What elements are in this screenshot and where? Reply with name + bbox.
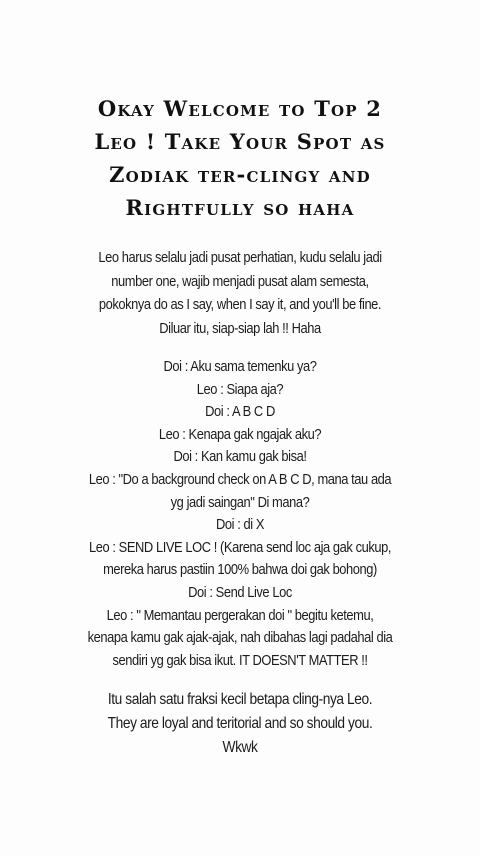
title-line: Okay Welcome to Top 2 [97, 96, 383, 121]
intro-line: Diluar itu, siap-siap lah !! Haha [159, 319, 321, 337]
dialog-line: mereka harus pastiin 100% bahwa doi gak bohong) [103, 561, 377, 579]
intro-paragraph [77, 246, 404, 340]
outro-line: Wkwk [222, 739, 258, 756]
outro-line: Itu salah satu fraksi kecil betapa cling-nya Leo. [107, 691, 373, 708]
dialog-line: Leo : "Do a background check on A B C D, mana tau ada [88, 470, 392, 488]
dialog-line: Leo : SEND LIVE LOC ! (Karena send loc aja gak cukup, [88, 538, 392, 556]
title-line: Leo ! Take Your Spot as [94, 129, 386, 154]
dialog-line: kenapa kamu gak ajak-ajak, nah dibahas lagi padahal dia [87, 629, 393, 647]
dialog-line: Doi : A B C D [205, 403, 275, 421]
title-line: Zodiak ter-clingy and [109, 162, 371, 187]
dialog-section [77, 356, 404, 672]
dialog-line: Doi : Kan kamu gak bisa! [173, 448, 307, 466]
dialog-line: Leo : Kenapa gak ngajak aku? [158, 425, 322, 443]
outro-line: They are loyal and teritorial and so should you. [107, 715, 373, 732]
dialog-line: Leo : " Memantau pergerakan doi " begitu ketemu, [106, 606, 374, 624]
dialog-line: sendiri yg gak bisa ikut. IT DOESN'T MATTER !! [112, 651, 368, 669]
dialog-line: Doi : di X [215, 516, 265, 534]
dialog-line: yg jadi saingan" Di mana? [170, 493, 310, 511]
post-title [40, 92, 440, 224]
title-line: Rightfully so haha [125, 195, 355, 220]
intro-line: Leo harus selalu jadi pusat perhatian, kudu selalu jadi [98, 249, 382, 266]
dialog-line: Doi : Send Live Loc [188, 583, 292, 601]
intro-line: number one, wajib menjadi pusat alam semesta, [111, 272, 369, 290]
dialog-line: Leo : Siapa aja? [196, 380, 284, 398]
intro-line: pokoknya do as I say, when I say it, and you'll be fine. [98, 296, 382, 313]
dialog-line: Doi : Aku sama temenku ya? [163, 358, 317, 375]
outro-paragraph [77, 688, 404, 760]
